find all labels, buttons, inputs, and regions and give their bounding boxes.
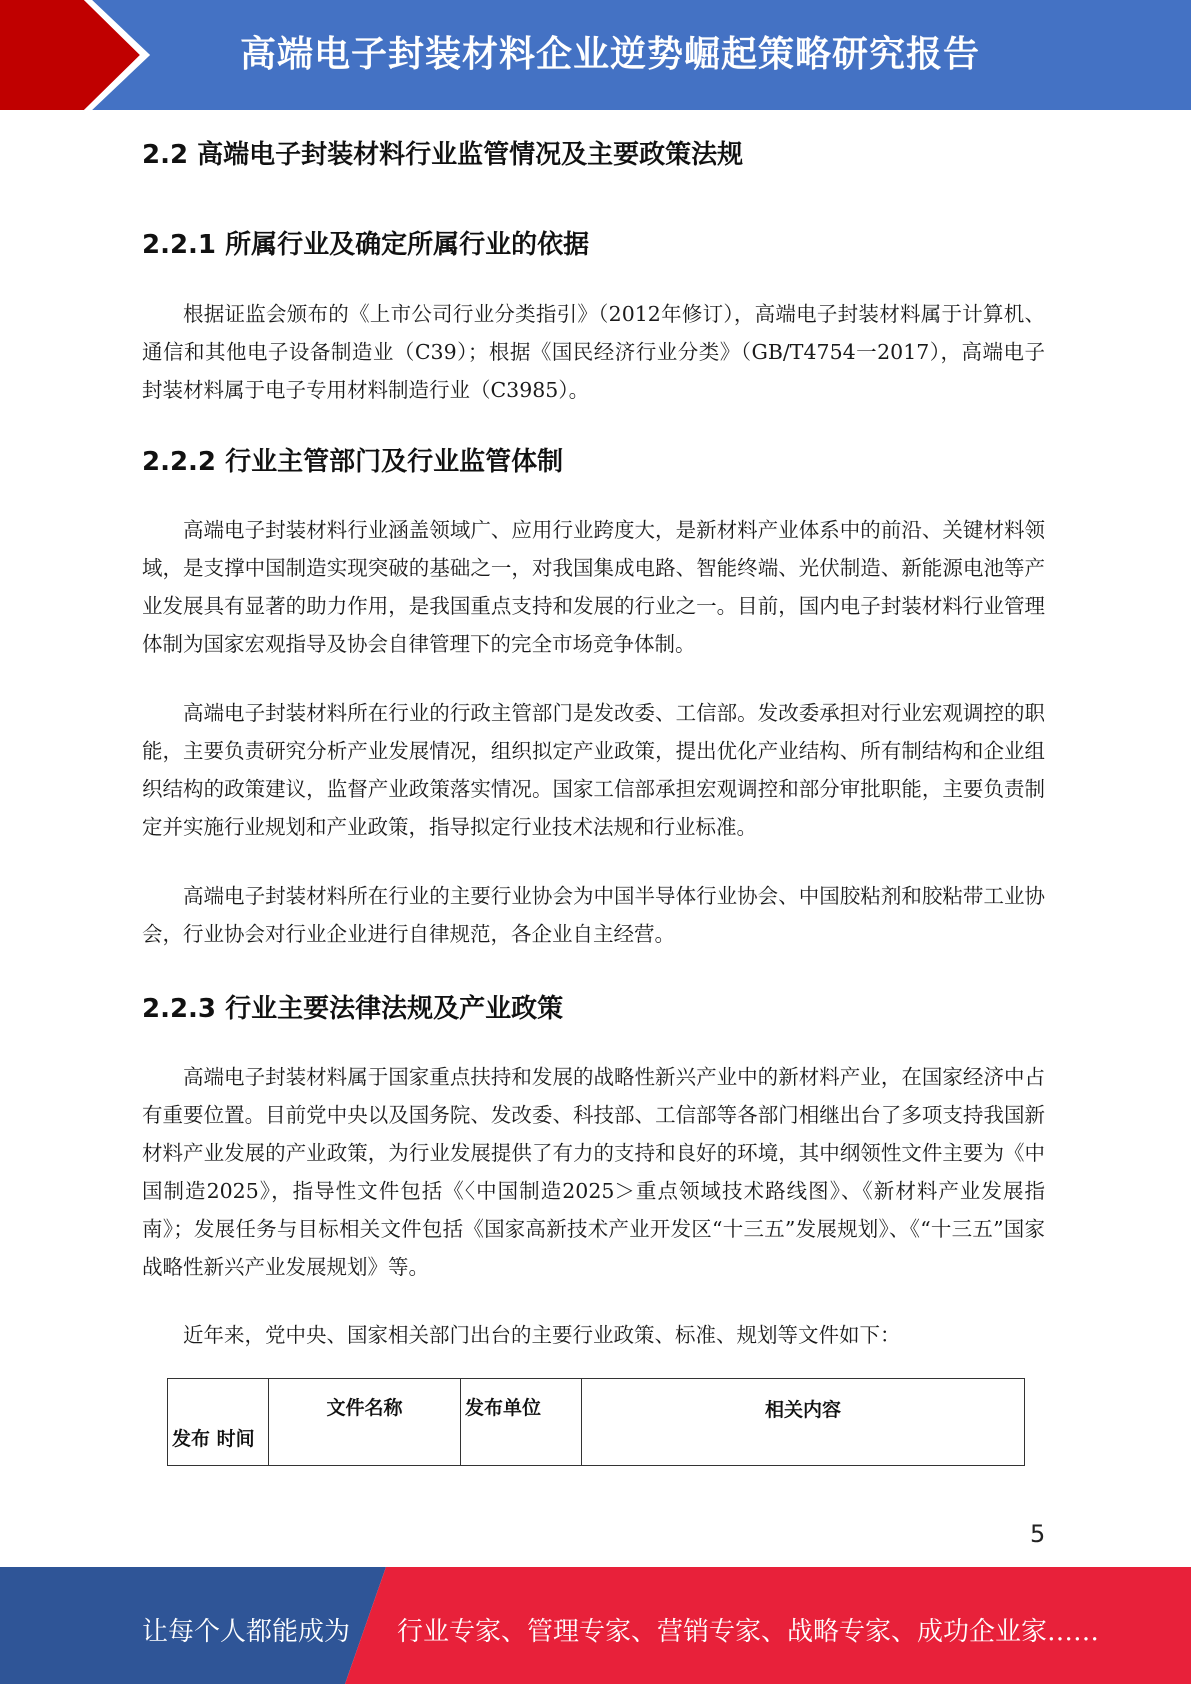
page-footer-banner	[0, 1567, 1191, 1684]
paragraph-2-2-2-p1: 高端电子封装材料行业涵盖领域广、应用行业跨度大，是新材料产业体系中的前沿、关键材料领域，是支撑中国制造实现突破的基础之一，对我国集成电路、智能终端、光伏制造、新能源电池等产业发展具有显著的助力作用，是我国重点支持和发展的行业之一。目前，国内电子封装材料行业管理体制为国家宏观指导及协会自律管理下的完全市场竞争体制。	[142, 518, 1045, 656]
section-heading-2-2-1: 2.2.1 所属行业及确定所属行业的依据	[142, 230, 590, 260]
policy-table	[167, 1378, 1025, 1450]
section-heading-2-2-2: 2.2.2 行业主管部门及行业监管体制	[142, 447, 564, 477]
section-heading-2-2-3: 2.2.3 行业主要法律法规及产业政策	[142, 994, 564, 1024]
page-number: 5	[1030, 1520, 1046, 1548]
table-header-cell: 发布 时间	[168, 1379, 269, 1466]
table-header-cell: 发布单位	[461, 1379, 582, 1466]
paragraph-2-2-3-p2: 近年来，党中央、国家相关部门出台的主要行业政策、标准、规划等文件如下：	[183, 1323, 901, 1347]
section-heading-2-2: 2.2 高端电子封装材料行业监管情况及主要政策法规	[142, 140, 744, 170]
paragraph-2-2-2-p2: 高端电子封装材料所在行业的行政主管部门是发改委、工信部。发改委承担对行业宏观调控的职能，主要负责研究分析产业发展情况，组织拟定产业政策，提出优化产业结构、所有制结构和企业组织结构的政策建议，监督产业政策落实情况。国家工信部承担宏观调控和部分审批职能，主要负责制定并实施行业规划和产业政策，指导拟定行业技术法规和行业标准。	[142, 701, 1045, 839]
footer-slogan-right: 行业专家、管理专家、营销专家、战略专家、成功企业家……	[397, 1617, 1100, 1647]
table-header-row	[168, 1379, 1025, 1466]
paragraph-2-2-3-p1: 高端电子封装材料属于国家重点扶持和发展的战略性新兴产业中的新材料产业，在国家经济中占有重要位置。目前党中央以及国务院、发改委、科技部、工信部等各部门相继出台了多项支持我国新材料产业发展的产业政策，为行业发展提供了有力的支持和良好的环境，其中纲领性文件主要为《中国制造2025》，指导性文件包括《〈中国制造2025＞重点领域技术路线图》、《新材料产业发展指南》；发展任务与目标相关文件包括《国家高新技术产业开发区“十三五”发展规划》、《“十三五”国家战略性新兴产业发展规划》等。	[142, 1065, 1045, 1279]
paragraph-2-2-1-p1: 根据证监会颁布的《上市公司行业分类指引》（2012年修订），高端电子封装材料属于计算机、通信和其他电子设备制造业（C39）；根据《国民经济行业分类》（GB/T4754一2017），高端电子封装材料属于电子专用材料制造行业（C3985）。	[142, 302, 1045, 402]
report-title: 高端电子封装材料企业逆势崛起策略研究报告	[240, 34, 981, 75]
report-header-banner	[0, 0, 1191, 110]
table-header-cell: 相关内容	[582, 1379, 1025, 1466]
footer-slogan-left: 让每个人都能成为	[142, 1617, 351, 1647]
table-header-cell: 文件名称	[269, 1379, 461, 1466]
paragraph-2-2-2-p3: 高端电子封装材料所在行业的主要行业协会为中国半导体行业协会、中国胶粘剂和胶粘带工业协会，行业协会对行业企业进行自律规范，各企业自主经营。	[142, 884, 1045, 946]
